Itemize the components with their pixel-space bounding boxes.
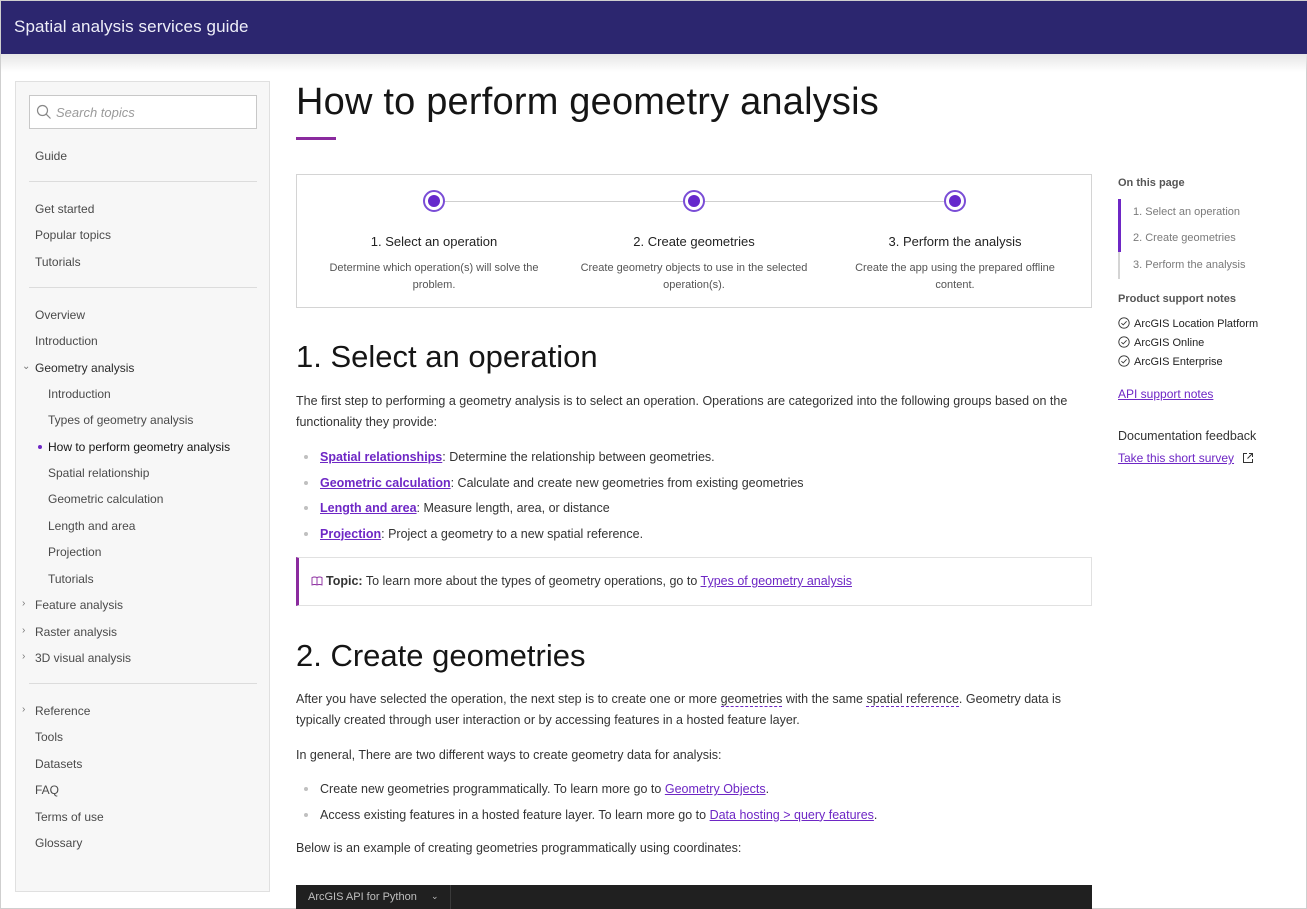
callout-body: To learn more about the types of geometry operations, go to — [362, 574, 701, 588]
search-icon — [36, 104, 52, 120]
api-support-notes-link[interactable]: API support notes — [1118, 387, 1214, 401]
check-circle-icon — [1118, 317, 1130, 329]
sidebar-item-geometry-introduction[interactable]: Introduction — [48, 387, 111, 401]
page-title: How to perform geometry analysis — [296, 81, 879, 123]
toc-rail-active — [1118, 199, 1121, 252]
feedback-heading: Documentation feedback — [1118, 429, 1257, 443]
spatial-reference-glossary-term[interactable]: spatial reference — [866, 692, 959, 706]
sidebar-item-introduction[interactable]: Introduction — [35, 334, 98, 348]
geometric-calculation-link[interactable]: Geometric calculation — [320, 475, 451, 490]
topic-callout — [296, 557, 1092, 606]
chevron-down-icon: ⌄ — [431, 891, 439, 901]
sidebar-item-geometric-calculation[interactable]: Geometric calculation — [48, 492, 164, 506]
external-link-icon[interactable] — [1242, 452, 1254, 464]
sidebar-item-overview[interactable]: Overview — [35, 308, 86, 322]
active-indicator-dot — [38, 445, 42, 449]
check-circle-icon — [1118, 336, 1130, 348]
section-heading-create-geometries: 2. Create geometries — [296, 638, 586, 673]
step-description: Create geometry objects to use in the selected operation(s). — [580, 262, 808, 291]
sidebar-item-guide[interactable]: Guide — [35, 149, 68, 163]
list-item — [296, 499, 1092, 525]
section-heading-select-operation: 1. Select an operation — [296, 339, 598, 374]
top-bar-shadow — [1, 54, 1307, 72]
toc-item-perform-analysis[interactable]: 3. Perform the analysis — [1133, 259, 1246, 271]
search-input[interactable] — [29, 95, 257, 129]
top-bar — [1, 1, 1307, 54]
section1-intro: The first step to performing a geometry analysis is to select an operation. Operations are categorized into the following groups based on the functionality they provide: — [296, 394, 1068, 429]
types-of-geometry-analysis-link[interactable]: Types of geometry analysis — [700, 574, 852, 588]
sidebar-item-types-of-geometry-analysis[interactable]: Types of geometry analysis — [48, 413, 194, 427]
nav-divider — [29, 181, 257, 182]
length-and-area-link[interactable]: Length and area — [320, 501, 417, 515]
toc-item-create-geometries[interactable]: 2. Create geometries — [1133, 232, 1236, 244]
check-circle-icon — [1118, 355, 1130, 367]
sidebar-item-popular-topics[interactable]: Popular topics — [35, 228, 112, 242]
sidebar-item-get-started[interactable]: Get started — [35, 202, 95, 216]
support-item: ArcGIS Enterprise — [1118, 355, 1223, 368]
step-connector — [694, 201, 955, 202]
sidebar-item-geometry-tutorials[interactable]: Tutorials — [48, 572, 94, 586]
chevron-right-icon[interactable]: › — [22, 651, 26, 662]
step-description: Create the app using the prepared offline content. — [855, 262, 1055, 291]
step-title: 1. Select an operation — [370, 234, 498, 249]
list-item: Access existing features in a hosted feature layer. To learn more go to Data hosting > query features. — [296, 806, 1092, 832]
sidebar-item-raster-analysis[interactable]: Raster analysis — [35, 625, 118, 639]
list-item — [296, 474, 1092, 500]
sidebar-item-datasets[interactable]: Datasets — [35, 757, 83, 771]
sidebar-item-3d-visual-analysis[interactable]: 3D visual analysis — [35, 651, 132, 665]
sidebar-item-terms-of-use[interactable]: Terms of use — [35, 810, 104, 824]
sidebar-nav — [15, 81, 270, 892]
sidebar-item-length-and-area[interactable]: Length and area — [48, 519, 136, 533]
language-select-value: ArcGIS API for Python — [308, 891, 417, 903]
sidebar-item-feature-analysis[interactable]: Feature analysis — [35, 598, 124, 612]
nav-divider — [29, 683, 257, 684]
language-select[interactable] — [296, 885, 451, 909]
sidebar-item-projection[interactable]: Projection — [48, 545, 102, 559]
geometries-glossary-term[interactable]: geometries — [720, 692, 783, 706]
sidebar-item-glossary[interactable]: Glossary — [35, 836, 83, 850]
list-item: Create new geometries programmatically. To learn more go to Geometry Objects. — [296, 780, 1092, 806]
chevron-right-icon[interactable]: › — [22, 625, 26, 636]
nav-divider — [29, 287, 257, 288]
projection-link[interactable]: Projection — [320, 526, 382, 541]
support-notes-heading: Product support notes — [1118, 293, 1236, 305]
search-placeholder: Search topics — [56, 105, 135, 120]
step-marker-icon — [423, 190, 445, 212]
chevron-right-icon[interactable]: › — [22, 598, 26, 609]
support-item: ArcGIS Online — [1118, 336, 1204, 349]
toc-heading: On this page — [1118, 177, 1185, 189]
step-title: 3. Perform the analysis — [888, 234, 1022, 249]
callout-text — [311, 574, 852, 588]
step-marker-icon — [683, 190, 705, 212]
list-item-text: : Measure length, area, or distance — [416, 501, 610, 515]
steps-overview — [296, 174, 1092, 308]
list-item-text: : Determine the relationship between geometries. — [442, 450, 715, 464]
support-item: ArcGIS Location Platform — [1118, 317, 1258, 330]
step-connector — [434, 201, 694, 202]
section2-example-intro: Below is an example of creating geometries programmatically using coordinates: — [296, 841, 742, 855]
title-accent-bar — [296, 137, 336, 140]
sidebar-item-spatial-relationship[interactable]: Spatial relationship — [48, 466, 150, 480]
chevron-right-icon[interactable]: › — [22, 704, 26, 715]
toc-item-select-operation[interactable]: 1. Select an operation — [1133, 206, 1241, 218]
callout-label: Topic: — [326, 574, 363, 588]
list-item — [296, 525, 1092, 551]
survey-link[interactable]: Take this short survey — [1118, 451, 1235, 465]
sidebar-item-how-to-perform[interactable]: How to perform geometry analysis — [48, 440, 231, 454]
spatial-relationships-link[interactable]: Spatial relationships — [320, 450, 443, 464]
survey-link-row — [1118, 451, 1254, 465]
step-description: Determine which operation(s) will solve the problem. — [329, 262, 539, 291]
create-methods-list — [296, 780, 1092, 831]
book-icon — [311, 576, 323, 586]
section2-ways-intro: In general, There are two different ways to create geometry data for analysis: — [296, 748, 722, 762]
chevron-down-icon[interactable]: ⌄ — [22, 361, 31, 372]
sidebar-item-faq[interactable]: FAQ — [35, 783, 60, 797]
step-marker-icon — [944, 190, 966, 212]
sidebar-item-reference[interactable]: Reference — [35, 704, 91, 718]
operation-groups-list — [296, 448, 1092, 550]
step-title: 2. Create geometries — [633, 234, 755, 249]
code-block-toolbar — [296, 885, 1092, 909]
sidebar-item-geometry-analysis[interactable]: Geometry analysis — [35, 361, 135, 375]
sidebar-item-tools[interactable]: Tools — [35, 730, 64, 744]
list-item-text: : Project a geometry to a new spatial reference. — [381, 526, 644, 541]
section2-intro: After you have selected the operation, the next step is to create one or more geometries with the same spatial reference. Geometry data is typically created through user interaction or by accessing features in a hosted feature layer. — [296, 692, 1062, 727]
data-hosting-query-features-link[interactable]: Data hosting > query features — [709, 807, 874, 822]
list-item — [296, 448, 1092, 474]
list-item-text: : Calculate and create new geometries from existing geometries — [450, 475, 804, 490]
site-title[interactable]: Spatial analysis services guide — [14, 17, 249, 36]
geometry-objects-link[interactable]: Geometry Objects — [664, 782, 766, 796]
sidebar-item-tutorials[interactable]: Tutorials — [35, 255, 81, 269]
